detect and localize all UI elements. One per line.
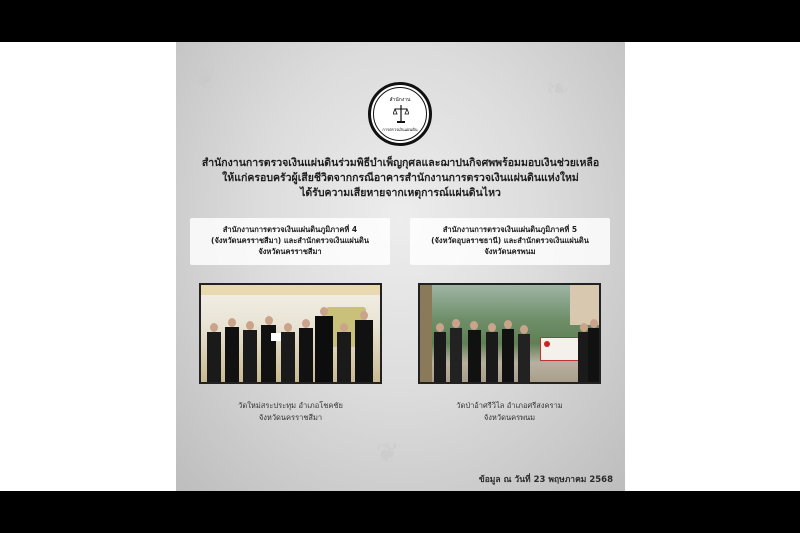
person-head [590, 319, 598, 328]
seal-ring [373, 87, 427, 141]
right-office-box [410, 218, 610, 265]
person [281, 332, 295, 382]
person [299, 328, 313, 382]
leaf-icon: ❦ [206, 422, 230, 455]
margin-left [0, 42, 176, 491]
person-head [452, 319, 460, 328]
leaf-icon: ❧ [546, 72, 570, 105]
person-head [265, 316, 273, 325]
person [486, 332, 498, 382]
person [468, 330, 481, 382]
photo-ceiling [201, 285, 380, 295]
person-head [210, 323, 218, 332]
person-head [360, 311, 368, 320]
person [225, 327, 239, 382]
leaf-icon: ❦ [194, 62, 218, 95]
person [588, 328, 600, 382]
right-caption-line-1: วัดป่าอ้าศรีวิไล อำเภอศรีสงคราม [456, 401, 563, 410]
person-head [246, 321, 254, 330]
left-photo-caption [199, 400, 382, 424]
person-head [284, 323, 292, 332]
person-head [580, 323, 588, 332]
person [337, 332, 351, 382]
left-event-photo [199, 283, 382, 384]
left-caption-line-2: จังหวัดนครราชสีมา [258, 413, 323, 422]
seal-top-text: สำนักงาน [389, 97, 411, 103]
person [502, 329, 514, 382]
announcement-poster [176, 42, 625, 491]
photo-tree-trunk [420, 285, 432, 382]
margin-right [625, 42, 800, 491]
person [243, 330, 257, 382]
person-head [340, 323, 348, 332]
person-head [436, 323, 444, 332]
agency-seal [368, 82, 432, 146]
person-head [320, 307, 328, 316]
data-as-of-date: ข้อมูล ณ วันที่ 23 พฤษภาคม 2568 [478, 475, 613, 485]
left-office-line-1: สำนักงานการตรวจเงินแผ่นดินภูมิภาคที่ 4 [222, 225, 358, 234]
right-event-photo [418, 283, 601, 384]
person [355, 320, 373, 382]
scales-icon [393, 104, 409, 124]
headline-line-1: สำนักงานการตรวจเงินแผ่นดินร่วมพิธีบำเพ็ญกุศลและฌาปนกิจศพพร้อมมอบเงินช่วยเหลือ [201, 157, 600, 169]
left-caption-line-1: วัดใหม่สระประทุม อำเภอโชคชัย [238, 401, 343, 410]
right-photo-caption [418, 400, 601, 424]
person [315, 316, 333, 382]
letterbox-top [0, 0, 800, 42]
person [207, 332, 221, 382]
headline-line-3: ได้รับความเสียหายจากเหตุการณ์แผ่นดินไหว [300, 187, 501, 199]
leaf-icon: ❦ [376, 437, 400, 470]
donation-sign [540, 337, 580, 361]
person-head [470, 321, 478, 330]
left-office-line-3: จังหวัดนครราชสีมา [258, 247, 322, 256]
person-head [488, 323, 496, 332]
sign-emblem [544, 341, 550, 347]
headline-line-2: ให้แก่ครอบครัวผู้เสียชีวิตจากกรณีอาคารสำนักงานการตรวจเงินแผ่นดินแห่งใหม่ [222, 172, 579, 184]
seal-bottom-text: การตรวจเงินแผ่นดิน [382, 127, 418, 132]
right-caption-line-2: จังหวัดนครพนม [483, 413, 536, 422]
headline [186, 156, 615, 201]
person-head [504, 320, 512, 329]
left-office-box [190, 218, 390, 265]
right-office-line-3: จังหวัดนครพนม [484, 247, 536, 256]
left-office-line-2: (จังหวัดนครราชสีมา) และสำนักตรวจเงินแผ่นดิน [211, 236, 369, 245]
person [434, 332, 446, 382]
person [518, 334, 530, 382]
letterbox-bottom [0, 491, 800, 533]
right-office-line-1: สำนักงานการตรวจเงินแผ่นดินภูมิภาคที่ 5 [442, 225, 578, 234]
person-head [520, 325, 528, 334]
person [450, 328, 462, 382]
person-head [228, 318, 236, 327]
person-head [302, 319, 310, 328]
right-office-line-2: (จังหวัดอุบลราชธานี) และสำนักตรวจเงินแผ่นดิน [431, 236, 589, 245]
